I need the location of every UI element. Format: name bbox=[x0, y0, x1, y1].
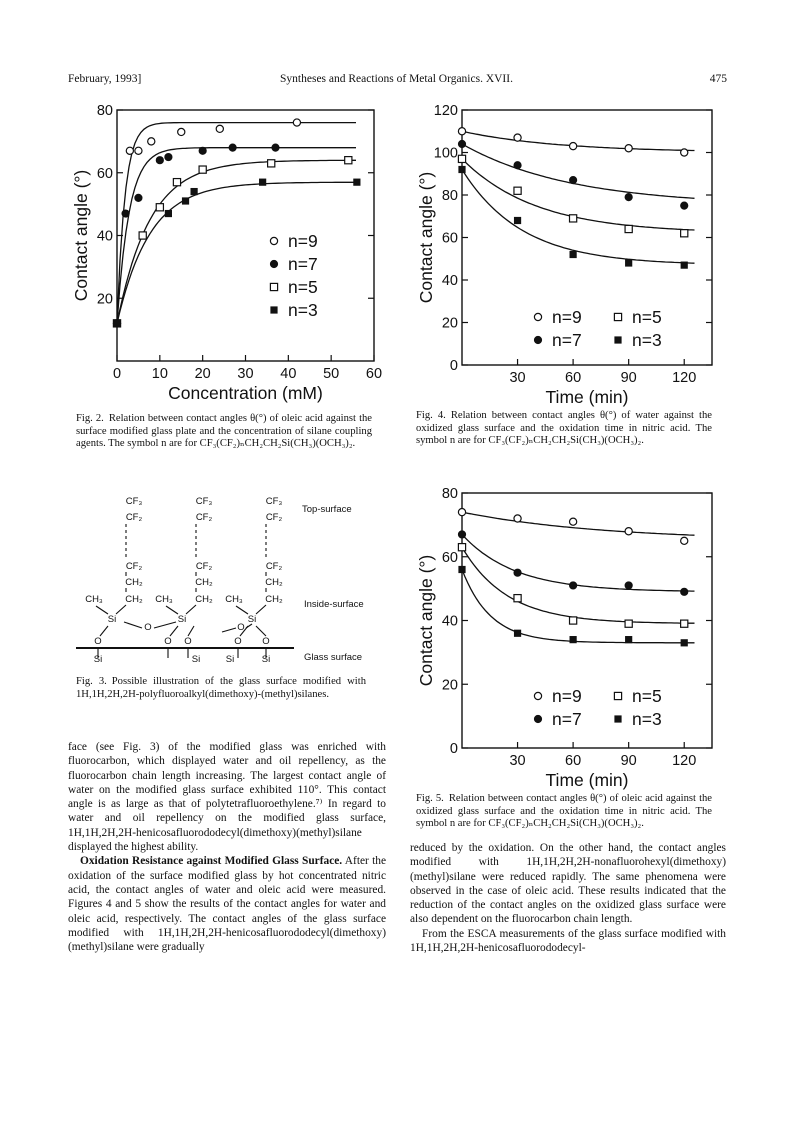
series-line bbox=[462, 131, 695, 150]
legend-label: n=5 bbox=[288, 277, 318, 297]
fig2-caption-prefix: Fig. 2. bbox=[76, 413, 104, 424]
data-point bbox=[191, 188, 198, 195]
data-point bbox=[570, 215, 577, 222]
x-axis-label: Time (min) bbox=[545, 387, 629, 407]
series-line bbox=[462, 512, 695, 535]
y-tick-label: 60 bbox=[441, 549, 458, 566]
y-axis-label: Contact angle (°) bbox=[416, 171, 436, 304]
data-point bbox=[165, 153, 172, 160]
legend-label: n=7 bbox=[288, 254, 318, 274]
fig2-caption-text: Relation between contact angles θ(°) of oleic acid against the surface modified glass plate and the concentration of silane coupling agents. The symbol n are for CF₃(CF₂)ₙCH₂CH₂Si(CH₃)(OCH₃)₂. bbox=[76, 413, 373, 450]
x-tick-label: 30 bbox=[237, 366, 254, 382]
data-point bbox=[514, 134, 521, 141]
series-line bbox=[117, 160, 356, 323]
x-tick-label: 60 bbox=[565, 753, 582, 769]
data-point bbox=[625, 145, 632, 152]
chain-bond bbox=[166, 606, 178, 614]
data-point bbox=[570, 617, 577, 624]
data-point bbox=[458, 140, 465, 147]
fig3-schematic bbox=[76, 490, 388, 670]
data-point bbox=[458, 544, 465, 551]
ch3-label: CH₃ bbox=[85, 594, 103, 605]
si-glass-label: Si bbox=[191, 654, 201, 665]
data-point bbox=[113, 320, 120, 327]
chain-bond bbox=[186, 605, 196, 614]
fig3-caption-prefix: Fig. 3. bbox=[76, 676, 107, 687]
data-point bbox=[625, 636, 632, 643]
chain-bond bbox=[96, 606, 108, 614]
data-point bbox=[135, 147, 142, 154]
x-axis-label: Time (min) bbox=[545, 770, 629, 790]
inside-surface-label: Inside-surface bbox=[304, 599, 364, 610]
data-point bbox=[345, 157, 352, 164]
si-label: Si bbox=[177, 614, 187, 625]
data-point bbox=[514, 630, 521, 637]
o-label: O bbox=[262, 636, 270, 647]
body-paragraph: face (see Fig. 3) of the modified glass was enriched with fluorocarbon, which displayed water and oil repellency, as the fluorocarbon chain length increasing. The largest contact angle of water on the modified glass surface exhibited 110°. This contact angle is as large as that of polytetrafluoroethylene.⁷⁾ In regard to water and oil repellency on the modified glass surface, 1H,1H,2H,2H-henicosafluorododecyl(dimethoxy)(methyl)silane displayed the highest ability. bbox=[68, 741, 386, 854]
data-point bbox=[625, 225, 632, 232]
data-point bbox=[458, 128, 465, 135]
bridge-bond bbox=[124, 622, 142, 628]
x-tick-label: 30 bbox=[509, 753, 526, 769]
plot-frame bbox=[462, 493, 712, 748]
data-point bbox=[570, 582, 577, 589]
series-line bbox=[462, 170, 695, 264]
o-label: O bbox=[164, 636, 172, 647]
data-point bbox=[199, 147, 206, 154]
body-paragraph: reduced by the oxidation. On the other hand, the contact angles modified with 1H,1H,2H,2H-nonafluorohexyl(dimethoxy)(methyl)silane were reduced rapidly. The same phenomena were observed in the case of oleic acid. These results indicated that the reduction of the contact angles on the oxidized glass surface were also dependent on the fluorocarbon chain length. bbox=[410, 842, 726, 926]
legend-marker bbox=[614, 336, 621, 343]
x-axis-label: Concentration (mM) bbox=[168, 383, 323, 403]
data-point bbox=[625, 620, 632, 627]
ch2-label: CH₂ bbox=[195, 577, 213, 588]
y-axis-label: Contact angle (°) bbox=[71, 169, 91, 302]
ch2-label: CH₂ bbox=[125, 577, 143, 588]
y-tick-label: 100 bbox=[433, 145, 458, 162]
x-tick-label: 0 bbox=[112, 366, 122, 382]
legend-label: n=3 bbox=[632, 330, 662, 350]
fig4-chart bbox=[410, 100, 720, 405]
series-n9 bbox=[458, 509, 694, 545]
data-point bbox=[681, 230, 688, 237]
data-point bbox=[681, 639, 688, 646]
si-o-bond bbox=[256, 626, 266, 636]
bridge-bond bbox=[222, 628, 236, 632]
fig2-chart bbox=[55, 100, 390, 405]
data-point bbox=[514, 595, 521, 602]
legend-marker bbox=[270, 283, 277, 290]
series-n3 bbox=[113, 179, 360, 327]
data-point bbox=[570, 143, 577, 150]
data-point bbox=[514, 515, 521, 522]
data-point bbox=[178, 128, 185, 135]
cf3-label: CF₃ bbox=[125, 496, 143, 507]
y-tick-label: 20 bbox=[96, 291, 113, 308]
fig5-chart bbox=[410, 483, 720, 788]
x-tick-label: 60 bbox=[365, 366, 383, 382]
data-point bbox=[229, 144, 236, 151]
data-point bbox=[268, 160, 275, 167]
chain-bond bbox=[256, 605, 266, 614]
fig4-caption-prefix: Fig. 4. bbox=[416, 410, 446, 421]
si-o-bond bbox=[188, 626, 194, 636]
data-point bbox=[458, 509, 465, 516]
legend-label: n=9 bbox=[552, 307, 582, 327]
legend bbox=[270, 231, 317, 320]
data-point bbox=[514, 162, 521, 169]
ch2-label: CH₂ bbox=[265, 577, 283, 588]
cf2-label: CF₂ bbox=[125, 512, 143, 523]
data-point bbox=[625, 259, 632, 266]
x-tick-label: 60 bbox=[565, 370, 582, 386]
glass-surface-label: Glass surface bbox=[304, 652, 363, 663]
series-line bbox=[462, 570, 695, 643]
data-point bbox=[173, 179, 180, 186]
running-header-title: Syntheses and Reactions of Metal Organics. XVII. bbox=[280, 73, 513, 85]
fig2-caption bbox=[76, 413, 372, 451]
y-tick-label: 60 bbox=[96, 165, 113, 182]
o-label: O bbox=[144, 622, 152, 633]
o-label: O bbox=[237, 622, 245, 633]
legend bbox=[534, 686, 661, 729]
series-n7 bbox=[113, 144, 356, 327]
data-point bbox=[259, 179, 266, 186]
y-axis-label: Contact angle (°) bbox=[416, 554, 436, 687]
body-paragraph-text: After the oxidation of the surface modified glass by hot concentrated nitric acid, the contact angles of water and oleic acid were measured. Figures 4 and 5 show the results of the contact angles for water and oleic acid, respectively. The contact angles of the glass surface modified with 1H,1H,2H,2H-henicosafluorododecyl(dimethoxy)(methyl)silane were gradually bbox=[68, 855, 387, 954]
ch2-label: CH₂ bbox=[125, 594, 143, 605]
y-tick-label: 40 bbox=[441, 273, 458, 289]
data-point bbox=[139, 232, 146, 239]
y-tick-label: 0 bbox=[449, 358, 458, 374]
data-point bbox=[272, 144, 279, 151]
si-glass-label: Si bbox=[225, 654, 235, 665]
data-point bbox=[458, 155, 465, 162]
series-line bbox=[462, 534, 695, 591]
series-line bbox=[462, 144, 695, 198]
legend-label: n=3 bbox=[288, 300, 318, 320]
data-point bbox=[514, 187, 521, 194]
data-point bbox=[353, 179, 360, 186]
fig5-caption-prefix: Fig. 5. bbox=[416, 793, 444, 804]
legend-label: n=7 bbox=[552, 709, 582, 729]
series-n9 bbox=[458, 128, 694, 156]
data-point bbox=[122, 210, 129, 217]
body-right-column bbox=[410, 841, 726, 955]
legend bbox=[534, 307, 661, 350]
data-point bbox=[293, 119, 300, 126]
section-heading: Oxidation Resistance against Modified Glass Surface. bbox=[80, 855, 343, 868]
series-n7 bbox=[458, 140, 694, 209]
legend-marker bbox=[534, 692, 541, 699]
cf2-label: CF₂ bbox=[195, 512, 213, 523]
legend-label: n=7 bbox=[552, 330, 582, 350]
data-point bbox=[148, 138, 155, 145]
body-paragraph: From the ESCA measurements of the glass surface modified with 1H,1H,2H,2H-henicosafluorododecyl- bbox=[410, 927, 726, 955]
data-point bbox=[681, 537, 688, 544]
series-line bbox=[462, 159, 695, 230]
fig5-caption-text: Relation between contact angles θ(°) of oleic acid against the oxidized glass surface and the oxidation time in nitric acid. The symbol n are for CF₃(CF₂)ₙCH₂CH₂Si(CH₃)(OCH₃)₂. bbox=[416, 793, 713, 830]
cf3-label: CF₃ bbox=[195, 496, 213, 507]
top-surface-label: Top-surface bbox=[302, 504, 352, 515]
legend-marker bbox=[270, 237, 277, 244]
data-point bbox=[681, 202, 688, 209]
x-tick-label: 90 bbox=[620, 370, 637, 386]
data-point bbox=[681, 149, 688, 156]
chain-bond bbox=[236, 606, 248, 614]
si-o-bond bbox=[100, 626, 108, 636]
cf3-label: CF₃ bbox=[265, 496, 283, 507]
data-point bbox=[165, 210, 172, 217]
y-tick-label: 20 bbox=[441, 677, 458, 694]
fig4-caption-text: Relation between contact angles θ(°) of water against the oxidized glass surface and the oxidation time in nitric acid. The symbol n are for CF₃(CF₂)ₙCH₂CH₂Si(CH₃)(OCH₃)₂. bbox=[416, 410, 712, 447]
series-line bbox=[117, 123, 356, 324]
y-tick-label: 40 bbox=[96, 228, 113, 245]
data-point bbox=[458, 566, 465, 573]
body-paragraph bbox=[68, 854, 386, 954]
legend-label: n=5 bbox=[632, 686, 662, 706]
series-line bbox=[117, 148, 356, 324]
data-point bbox=[625, 528, 632, 535]
cf2-label: CF₂ bbox=[125, 561, 143, 572]
x-tick-label: 120 bbox=[672, 753, 697, 769]
legend-marker bbox=[614, 313, 621, 320]
ch2-label: CH₂ bbox=[195, 594, 213, 605]
data-point bbox=[514, 217, 521, 224]
cf2-label: CF₂ bbox=[265, 561, 283, 572]
data-point bbox=[570, 177, 577, 184]
legend-label: n=9 bbox=[552, 686, 582, 706]
data-point bbox=[199, 166, 206, 173]
o-label: O bbox=[234, 636, 242, 647]
x-tick-label: 20 bbox=[194, 366, 211, 382]
legend-marker bbox=[534, 336, 541, 343]
ch3-label: CH₃ bbox=[155, 594, 173, 605]
cf2-label: CF₂ bbox=[265, 512, 283, 523]
data-point bbox=[570, 636, 577, 643]
legend-marker bbox=[534, 715, 541, 722]
bridge-bond bbox=[154, 622, 176, 628]
si-glass-label: Si bbox=[261, 654, 271, 665]
fig4-caption bbox=[416, 410, 712, 448]
chain-bond bbox=[116, 605, 126, 614]
data-point bbox=[156, 157, 163, 164]
data-point bbox=[625, 194, 632, 201]
series-line bbox=[117, 182, 356, 323]
y-tick-label: 20 bbox=[441, 315, 458, 332]
si-glass-label: Si bbox=[93, 654, 103, 665]
fig5-caption bbox=[416, 793, 712, 831]
data-point bbox=[681, 620, 688, 627]
legend-label: n=9 bbox=[288, 231, 318, 251]
fig3-caption bbox=[76, 676, 366, 701]
data-point bbox=[514, 569, 521, 576]
y-tick-label: 80 bbox=[96, 103, 113, 119]
data-point bbox=[625, 582, 632, 589]
ch3-label: CH₃ bbox=[225, 594, 243, 605]
legend-label: n=5 bbox=[632, 307, 662, 327]
x-tick-label: 50 bbox=[323, 366, 340, 382]
x-tick-label: 10 bbox=[151, 366, 168, 382]
x-tick-label: 120 bbox=[672, 370, 697, 386]
y-tick-label: 80 bbox=[441, 486, 458, 502]
legend-label: n=3 bbox=[632, 709, 662, 729]
x-tick-label: 40 bbox=[280, 366, 297, 382]
data-point bbox=[156, 204, 163, 211]
data-point bbox=[216, 125, 223, 132]
body-left-column bbox=[68, 740, 386, 954]
data-point bbox=[458, 531, 465, 538]
data-point bbox=[681, 262, 688, 269]
running-header-date: February, 1993] bbox=[68, 73, 142, 85]
y-tick-label: 60 bbox=[441, 230, 458, 247]
data-point bbox=[681, 588, 688, 595]
y-tick-label: 0 bbox=[449, 741, 458, 757]
data-point bbox=[182, 197, 189, 204]
x-tick-label: 30 bbox=[509, 370, 526, 386]
fig3-caption-text: Possible illustration of the glass surface modified with 1H,1H,2H,2H-polyfluoroalkyl(dimethoxy)-(methyl)silanes. bbox=[76, 676, 366, 700]
data-point bbox=[126, 147, 133, 154]
data-point bbox=[458, 166, 465, 173]
si-label: Si bbox=[107, 614, 117, 625]
y-tick-label: 80 bbox=[441, 188, 458, 204]
x-tick-label: 90 bbox=[620, 753, 637, 769]
legend-marker bbox=[614, 715, 621, 722]
legend-marker bbox=[614, 692, 621, 699]
si-o-bond bbox=[170, 626, 178, 636]
data-point bbox=[570, 518, 577, 525]
cf2-label: CF₂ bbox=[195, 561, 213, 572]
ch2-label: CH₂ bbox=[265, 594, 283, 605]
series-n3 bbox=[458, 566, 694, 647]
o-label: O bbox=[94, 636, 102, 647]
legend-marker bbox=[534, 313, 541, 320]
plot-frame bbox=[462, 110, 712, 365]
data-point bbox=[135, 194, 142, 201]
o-label: O bbox=[184, 636, 192, 647]
y-tick-label: 120 bbox=[433, 103, 458, 119]
data-point bbox=[570, 251, 577, 258]
si-label: Si bbox=[247, 614, 257, 625]
page-number: 475 bbox=[709, 73, 727, 85]
legend-marker bbox=[270, 260, 277, 267]
y-tick-label: 40 bbox=[441, 613, 458, 630]
legend-marker bbox=[270, 306, 277, 313]
